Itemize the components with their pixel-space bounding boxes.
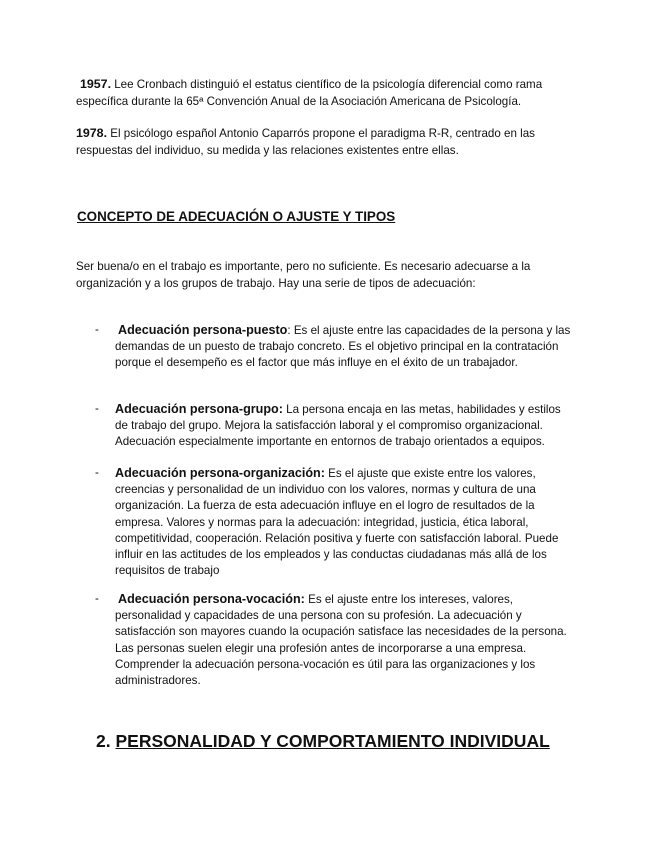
item-term: Adecuación persona-grupo: [115, 402, 279, 416]
year-label: 1957.: [80, 77, 112, 91]
item-text: La persona encaja en las metas, habilidades y estilos de trabajo del grupo. Mejora la satisfacción laboral y el compromiso organizacional. Adecuación especialmente importante en entornos de trabajo orientados a equipos.: [115, 403, 561, 449]
bullet-dash: -: [95, 402, 99, 415]
list-item: [95, 322, 575, 372]
item-separator: :: [278, 402, 283, 416]
bullet-dash: -: [95, 592, 99, 605]
section-number: 2.: [96, 731, 111, 751]
item-term: Adecuación persona-puesto: [118, 323, 288, 337]
concept-heading: CONCEPTO DE ADECUACIÓN O AJUSTE Y TIPOS: [77, 209, 396, 224]
item-text: Es el ajuste que existe entre los valores, creencias y personalidad de un individuo con los valores, normas y cultura de una organización. La fuerza de esta adecuación influye en el logro de resultados de la empresa. Valores y normas para la adecuación: integridad, justicia, ética laboral, competitividad, cooperación. Relación positiva y fuerte con satisfacción laboral. Puede influir en las actitudes de los empleados y las conductas ciudadanas más allá de los requisitos de trabajo: [115, 467, 559, 578]
intro-paragraph: Ser buena/o en el trabajo es importante, pero no suficiente. Es necesario adecuarse a la organización y a los grupos de trabajo. Hay una serie de tipos de adecuación:: [76, 260, 531, 290]
list-item: [95, 465, 575, 579]
item-separator: :: [300, 592, 305, 606]
bullet-dash: -: [95, 466, 99, 479]
item-separator: :: [287, 324, 291, 337]
history-text: Lee Cronbach distinguió el estatus científico de la psicología diferencial como rama específica durante la 65ª Convención Anual de la Asociación Americana de Psicología.: [76, 78, 543, 108]
list-item: [95, 591, 575, 689]
year-label: 1978.: [76, 126, 108, 140]
item-term: Adecuación persona-vocación: [118, 592, 301, 606]
section-title: PERSONALIDAD Y COMPORTAMIENTO INDIVIDUAL: [115, 731, 550, 751]
list-item: [95, 401, 575, 451]
item-text: Es el ajuste entre las capacidades de la persona y las demandas de un puesto de trabajo concreto. Es el objetivo principal en la contratación porque el desempeño es el factor que más influye en el éxito de un trabajador.: [115, 324, 571, 370]
item-term: Adecuación persona-organización: [115, 466, 321, 480]
bullet-dash: -: [95, 323, 99, 336]
history-paragraph-1957: [76, 76, 576, 110]
item-separator: :: [320, 466, 325, 480]
history-paragraph-1978: [76, 125, 576, 159]
section-heading: [96, 731, 550, 752]
history-text: El psicólogo español Antonio Caparrós propone el paradigma R-R, centrado en las respuestas del individuo, su medida y las relaciones existentes entre ellas.: [76, 127, 535, 157]
item-text: Es el ajuste entre los intereses, valores, personalidad y capacidades de una persona con su profesión. La adecuación y satisfacción son mayores cuando la ocupación satisface las necesidades de la persona. Las personas suelen elegir una profesión antes de incorporarse a una empresa. Comprender la adecuación persona-vocación es útil para las organizaciones y los administradores.: [115, 593, 567, 688]
